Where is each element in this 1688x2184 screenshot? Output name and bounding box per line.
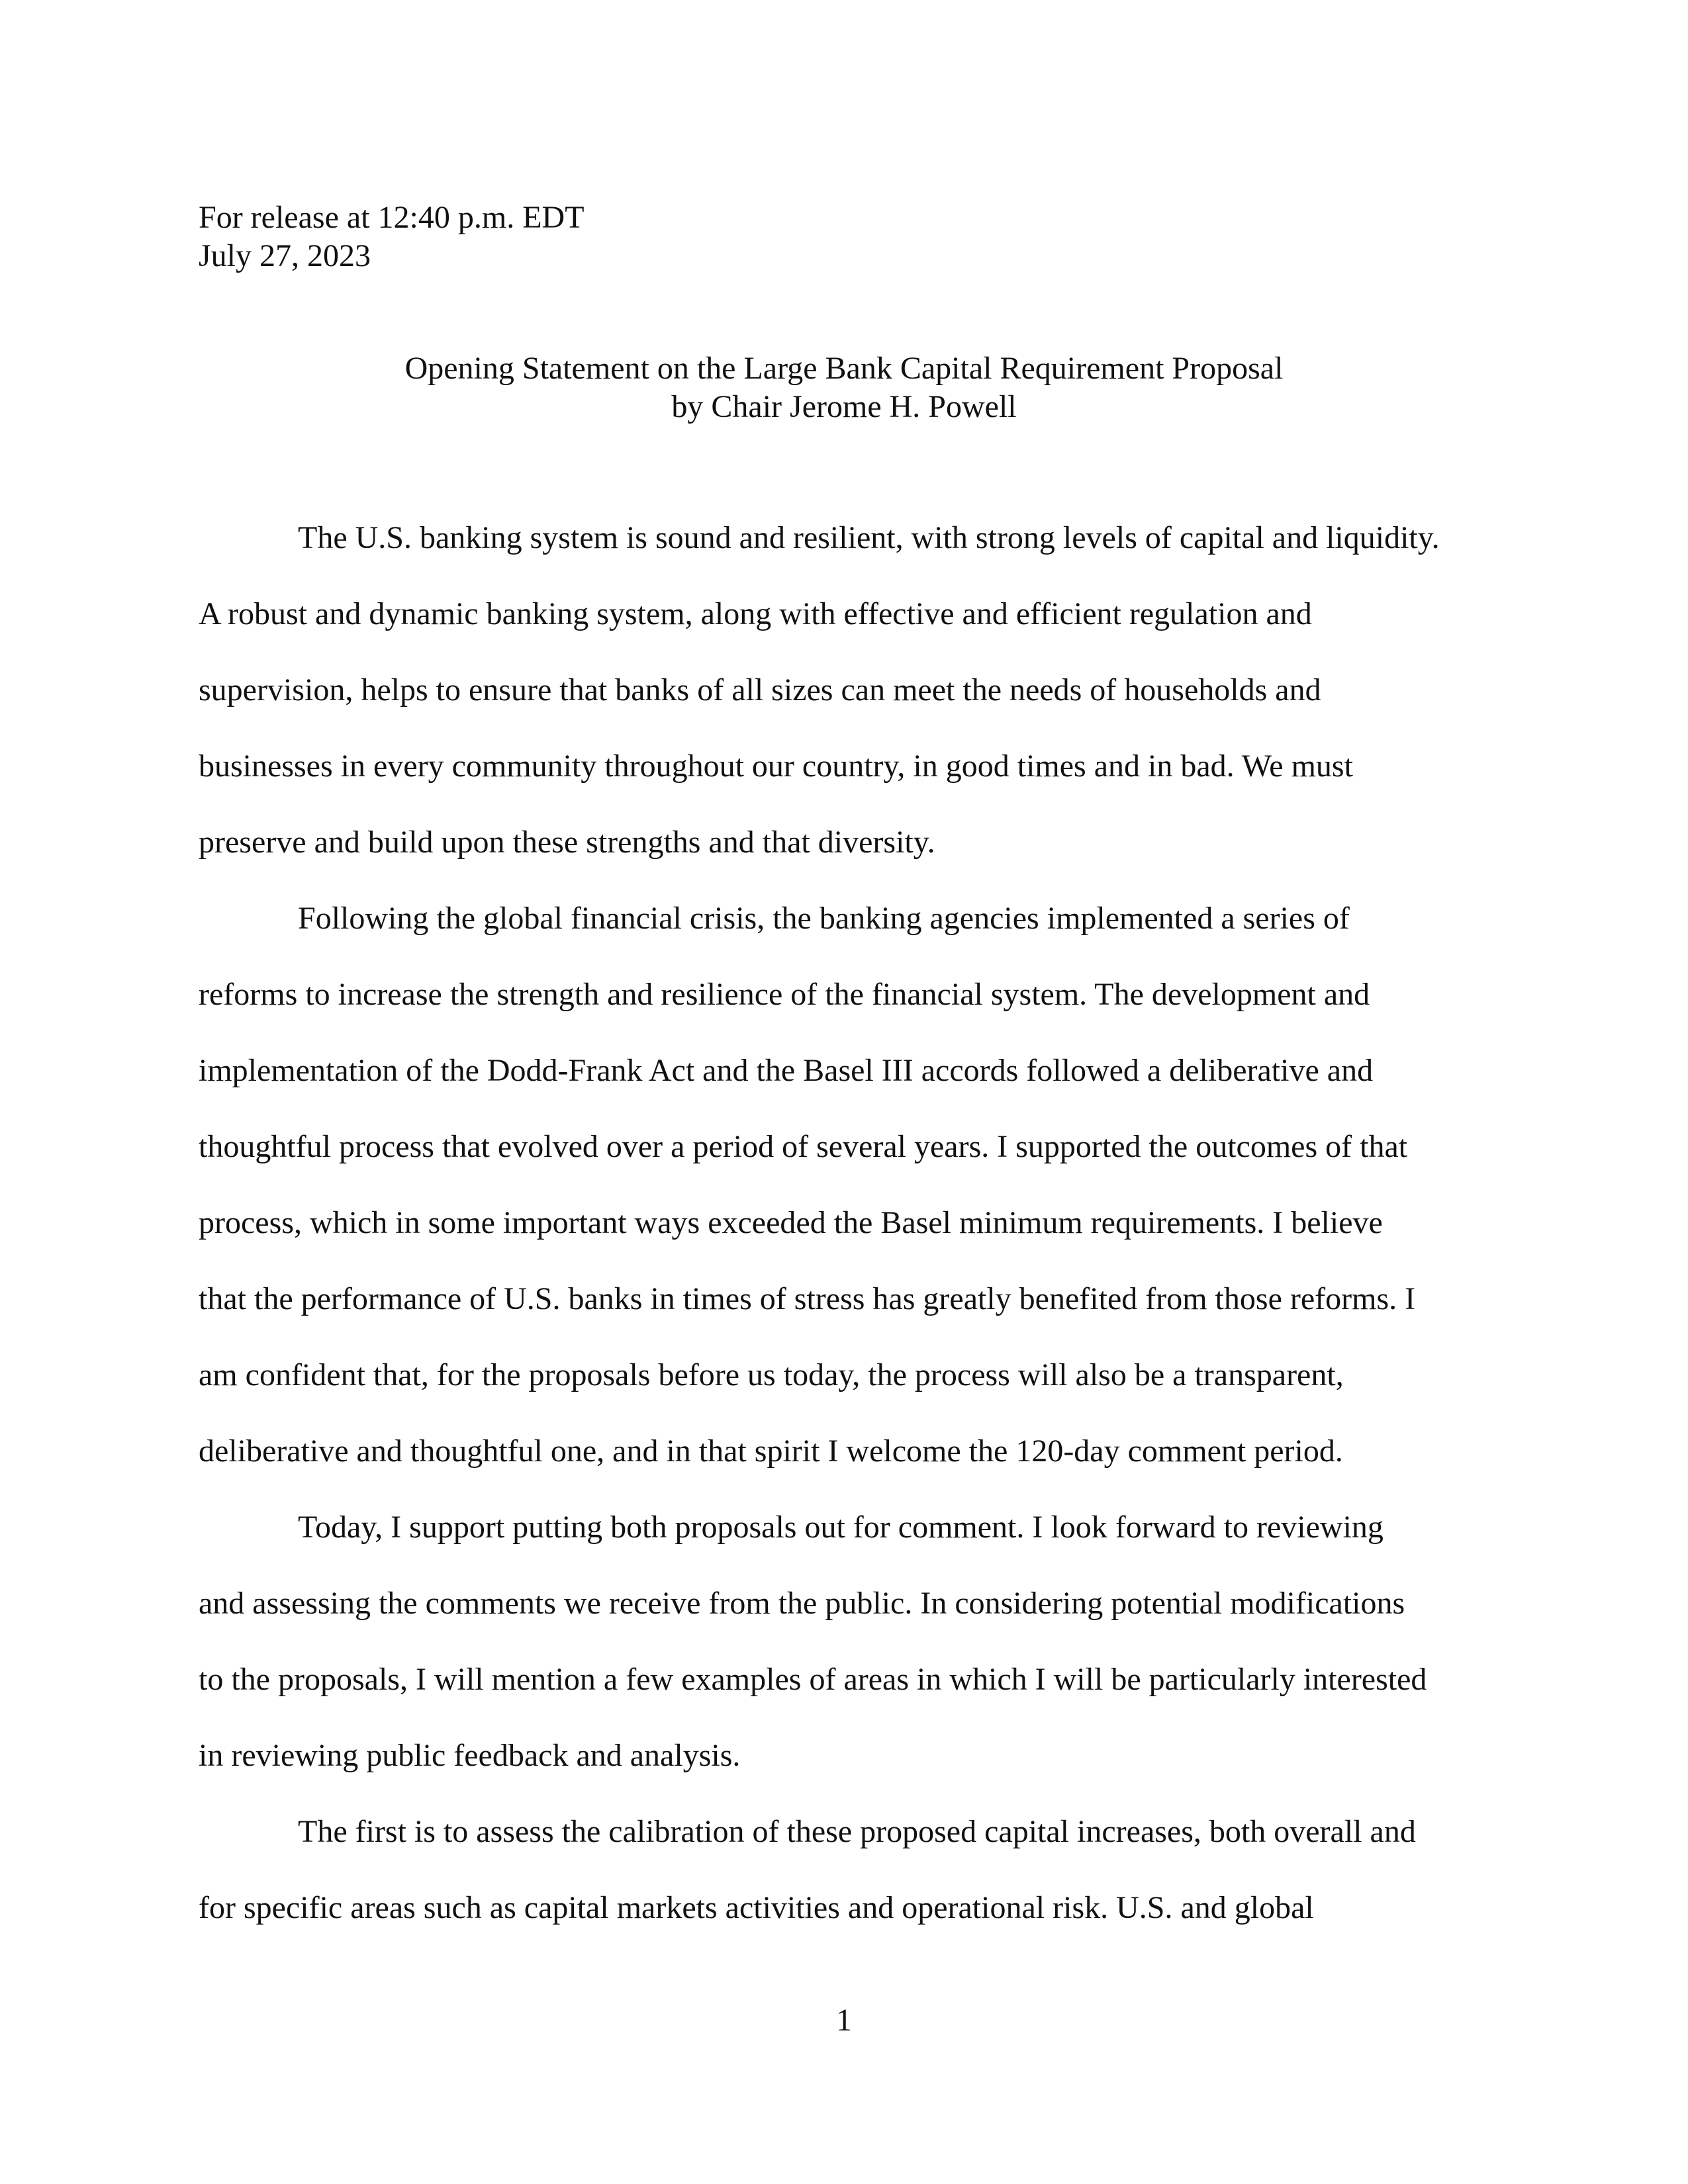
paragraph-line: The first is to assess the calibration of these proposed capital increases, both overall and — [298, 1814, 1416, 1849]
paragraph-line: in reviewing public feedback and analysis. — [199, 1738, 741, 1773]
paragraph-line: and assessing the comments we receive from the public. In considering potential modifications — [199, 1586, 1405, 1621]
paragraph-line: thoughtful process that evolved over a period of several years. I supported the outcomes of that — [199, 1129, 1408, 1164]
paragraph-line: process, which in some important ways exceeded the Basel minimum requirements. I believe — [199, 1205, 1383, 1240]
statement-title — [0, 349, 1688, 426]
paragraph-line: deliberative and thoughtful one, and in that spirit I welcome the 120-day comment period. — [199, 1433, 1343, 1469]
paragraph-line: to the proposals, I will mention a few examples of areas in which I will be particularly interested — [199, 1662, 1427, 1697]
title-line-2: by Chair Jerome H. Powell — [671, 389, 1017, 424]
statement-body — [199, 500, 1489, 1946]
paragraph-2 — [199, 880, 1489, 1489]
title-line-1: Opening Statement on the Large Bank Capital Requirement Proposal — [404, 351, 1284, 386]
paragraph-line: A robust and dynamic banking system, along with effective and efficient regulation and — [199, 596, 1312, 631]
page-number: 1 — [836, 2003, 852, 2038]
paragraph-line: reforms to increase the strength and resilience of the financial system. The development and — [199, 977, 1370, 1012]
paragraph-line: supervision, helps to ensure that banks of all sizes can meet the needs of households and — [199, 672, 1321, 707]
paragraph-1 — [199, 500, 1489, 880]
paragraph-line: Following the global financial crisis, the banking agencies implemented a series of — [298, 901, 1350, 936]
paragraph-line: preserve and build upon these strengths and that diversity. — [199, 825, 935, 860]
paragraph-line: businesses in every community throughout our country, in good times and in bad. We must — [199, 749, 1353, 784]
release-time: For release at 12:40 p.m. EDT — [199, 200, 585, 235]
paragraph-3 — [199, 1489, 1489, 1794]
paragraph-line: for specific areas such as capital markets activities and operational risk. U.S. and global — [199, 1890, 1314, 1925]
paragraph-line: implementation of the Dodd-Frank Act and the Basel III accords followed a deliberative and — [199, 1053, 1374, 1088]
paragraph-line: that the performance of U.S. banks in times of stress has greatly benefited from those reforms. I — [199, 1281, 1416, 1316]
paragraph-line: The U.S. banking system is sound and resilient, with strong levels of capital and liquidity. — [298, 520, 1440, 555]
paragraph-4 — [199, 1794, 1489, 1946]
paragraph-line: Today, I support putting both proposals out for comment. I look forward to reviewing — [298, 1510, 1383, 1545]
release-date: July 27, 2023 — [199, 238, 371, 273]
paragraph-line: am confident that, for the proposals before us today, the process will also be a transparent, — [199, 1357, 1344, 1392]
release-info — [199, 199, 585, 275]
